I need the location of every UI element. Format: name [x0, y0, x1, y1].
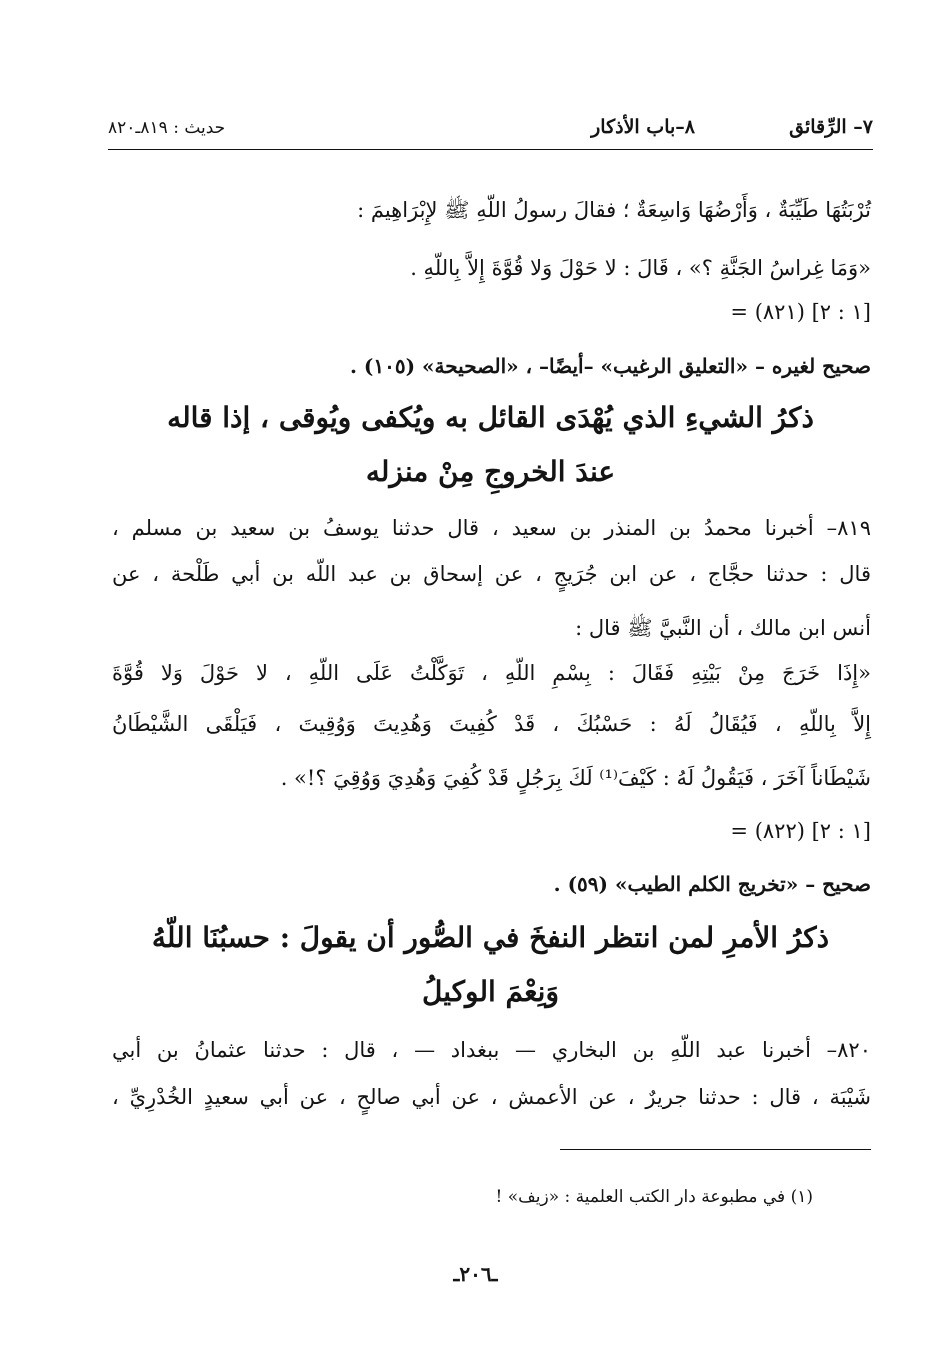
reference-line: = (٨٢٢) [١ : ٢]	[730, 819, 871, 843]
section-heading: عندَ الخروجِ مِنْ منزله	[365, 455, 616, 488]
text-line: تُرْبَتُهَا طَيِّبَةٌ ، وَأَرْضُهَا وَاسِعَةٌ ؛ فقالَ رسولُ اللّهِ ﷺ لإِبْرَاهِيمَ :	[357, 198, 871, 222]
grading-line: صحيح لغيره – «التعليق الرغيب» –أيضًا– ، «الصحيحة» (١٠٥) .	[350, 354, 871, 378]
hadith-text-line: إِلاَّ بِاللّهِ ، فَيُقَالُ لَهُ : حَسْبُكَ ، قَدْ كُفِيتَ وَهُدِيتَ وَوُقِيتَ ، فَيَلْقَى الشَّيْطَانُ	[112, 712, 871, 736]
footnote-rule	[560, 1149, 871, 1150]
hadith-text-line: «إِذَا خَرَجَ مِنْ بَيْتِهِ فَقَالَ : بِسْمِ اللّهِ ، تَوَكَّلْتُ عَلَى اللّهِ ، لا حَوْلَ وَلا قُوَّةَ	[112, 661, 871, 685]
text-line: أنس ابن مالك ، أن النَّبيَّ ﷺ قال :	[575, 616, 871, 640]
text-line: شَيْبَة ، قال : حدثنا جريرٌ ، عن الأعمش ، عن أبي صالحٍ ، عن أبي سعيدٍ الخُدْرِيِّ ،	[112, 1085, 871, 1109]
text-line: «وَمَا غِراسُ الجَنَّةِ ؟» ، قَالَ : لا حَوْلَ وَلا قُوَّةَ إِلاَّ بِاللّهِ .	[410, 256, 871, 280]
hadith-range: حديث : ٨١٩ـ٨٢٠	[108, 118, 226, 138]
header-rule	[108, 149, 873, 150]
reference-line: = (٨٢١) [١ : ٢]	[730, 300, 871, 324]
grading-line: صحيح – «تخريج الكلم الطيب» (٥٩) .	[553, 872, 871, 896]
page-number: ـ٢٠٦ـ	[453, 1262, 498, 1286]
section-heading: ذكرُ الأمرِ لمن انتظر النفخَ في الصُّور أن يقولَ : حسبُنَا اللّهُ	[151, 921, 830, 954]
hadith-text-line: شَيْطَاناً آخَرَ ، فَيَقُولُ لَهُ : كَيْفَ⁽¹⁾ لَكَ بِرَجُلٍ قَدْ كُفِيَ وَهُدِيَ وَوُقِيَ ؟!» .	[280, 766, 871, 790]
chapter-title: ٧– الرِّقائق	[789, 116, 873, 138]
text-line: ٨٢٠– أخبرنا عبد اللّهِ بن البخاري — ببغداد — ، قال : حدثنا عثمانُ بن أبي	[112, 1038, 871, 1062]
text-line: ٨١٩– أخبرنا محمدُ بن المنذر بن سعيد ، قال حدثنا يوسفُ بن سعيد بن مسلم ،	[112, 516, 871, 540]
text-line: قال : حدثنا حجَّاج ، عن ابن جُرَيجٍ ، عن إسحاق بن عبد اللّه بن أبي طَلْحة ، عن	[112, 562, 871, 586]
section-title: ٨–باب الأذكار	[591, 116, 695, 138]
section-heading: ذكرُ الشيءِ الذي يُهْدَى القائل به ويُكفى ويُوقى ، إذا قاله	[167, 401, 814, 434]
footnote: (١) في مطبوعة دار الكتب العلمية : «زيف» !	[495, 1187, 813, 1207]
running-header	[108, 112, 873, 146]
section-heading: وَنِعْمَ الوكيلُ	[422, 975, 559, 1008]
